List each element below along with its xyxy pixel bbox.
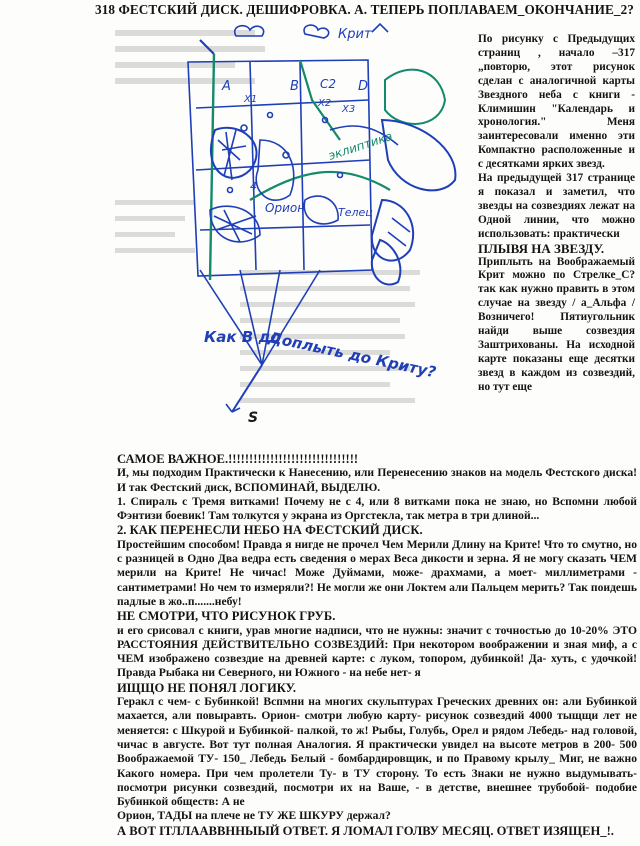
right-column-text xyxy=(478,33,635,395)
label-s: S xyxy=(248,410,259,426)
paragraph: 1. Спираль с Тремя витками! Почему не с 4, или 8 витками пока не знаю, но Вспомни любой Фэнтизи боевик! Там толкутся у экрана из Оргстекла, так метра в три длиной... xyxy=(117,494,637,523)
paragraph: и его срисовал с книги, урав многие надписи, что не нужны: значит с точностью до 10-20% ЭТО РАССТОЯНИЯ ДЕЙСТВИТЕЛЬНО СОЗВЕЗДИЙ: При некотором воображении и зная миф, а с ЧЕМ изображено созвездие на древней карте: с луком, топором, дубинкой! Да- хуть, с удочкой! Правда Рыбака ни Северного, ни Южного - на небе нет- я xyxy=(117,623,637,680)
label-krit: Крит xyxy=(338,27,372,42)
right-paragraph-4: Приплыть на Воображаемый Крит можно по Стрелке_С? так как нужно править в этом случае на звезду / а_Альфа / Возничего! Пятиугольник найди выше созвездия Заштрихованы. На исходной карте показаны еще десятки звезд в каждом из созвездий, но тут еще xyxy=(478,255,635,393)
right-paragraph-2: На предыдущей 317 странице я показал и заметил, что звезды на созвездиях лежат на Одной линии, что можно использовать: практически xyxy=(478,172,635,240)
label-telec: Телец xyxy=(338,206,373,219)
label-orion: Орион xyxy=(265,201,306,215)
label-d: D xyxy=(358,79,369,94)
paragraph: Простейшим способом! Правда я нигде не прочел Чем Мерили Длину на Крите! Что то смутно, но с разницей в Одно Два ведра есть сведения о мерах Веса дикости и зерна. Я не могу сказать ЧЕМ мерили на Крите! Не чичас! Може Дуймами, може- драхмами, а моет- миллиметрами - сантиметрами! Но чем то измеряли?! Не могли же они Локтем али Пальцем мерить? Так поидешь падлые в жо..п.......небу! xyxy=(117,537,637,608)
paragraph: Геракл с чем- с Бубинкой! Вспмни на многих скульптурах Греческих древних он: али Бубинкой махается, али повыравть. Орион- смотри любую карту- рисунок созвездий 4000 тыщщи лет не меняется: с Шкурой и Бубинкой- палкой, то ж! Рыбы, Голубь, Орел и рядом Лебедь- над головой, чичас в августе. Вот тут полная Аналогия. Я практически увидел на высоте метров в 200- 500 Воображаемой ТУ- 150_ Лебедь Белый - бомбардировщик, и по Правому крылу_ Миг, не важно Какого номера. При чем пролетели Ту- в ТУ сторону. То есть Знаки не нужно выдумывать- посмотри рисунки созвездий, посмотри их на Ваше, - в детстве, внешнее трубобой- подобие Бубинкой обществ: А не xyxy=(117,695,637,809)
label-x1: X1 xyxy=(244,94,258,105)
label-c2: С2 xyxy=(320,77,337,91)
main-text xyxy=(117,452,637,838)
right-paragraph-3: ПЛЫВЯ НА ЗВЕЗДУ. xyxy=(478,240,605,256)
label-x2: X2 xyxy=(318,98,332,109)
paragraph: Орион, ТАДЫ на плече не ТУ ЖЕ ШКУРУ держал? xyxy=(117,809,391,823)
right-paragraph-1: По рисунку с Предыдущих страниц , начало –317 „повторю, этот рисунок сделан с аналогичной карты Звездного неба с книги - Климишин "Календарь и хронология." Меня заинтересовали именно эти Компактно расположенные и с десятками ярких звезд. xyxy=(478,33,635,171)
heading-ne-smotri: НЕ СМОТРИ, ЧТО РИСУНОК ГРУБ. xyxy=(117,609,336,624)
heading-ne-ponyal: ИЩЩО НЕ ПОНЯЛ ЛОГИКУ. xyxy=(117,680,296,695)
star-map-sketch xyxy=(0,20,480,430)
label-num-4: 4 xyxy=(250,180,257,193)
label-doplyt: Доплыть до Криту? xyxy=(267,328,438,382)
label-ekliptika: эклиптика xyxy=(326,128,395,163)
label-b: В xyxy=(290,79,299,94)
paragraph: И, мы подходим Практически к Нанесению, или Перенесению знаков на модель Фестского диска! И так Фестский диск, ВСПОМИНАЙ, ВЫДЕЛЮ. xyxy=(117,466,637,494)
label-x3: X3 xyxy=(342,104,356,115)
heading-kak-perenesli: 2. КАК ПЕРЕНЕСЛИ НЕБО НА ФЕСТСКИЙ ДИСК. xyxy=(117,523,423,538)
label-a: А xyxy=(222,79,231,94)
heading-samoe-vazhnoe: САМОЕ ВАЖНОЕ.!!!!!!!!!!!!!!!!!!!!!!!!!!!!!!! xyxy=(117,452,359,466)
label-kak-do: Как В до xyxy=(204,328,281,346)
heading-glavnyi-otvet: А ВОТ ІТЛЛААВВННЫЫЙ ОТВЕТ. Я ЛОМАЛ ГОЛВУ МЕСЯЦ. ОТВЕТ ИЗЯЩЕН_!. xyxy=(117,823,614,838)
page-header: 318 ФЕСТСКИЙ ДИСК. ДЕШИФРОВКА. А. ТЕПЕРЬ ПОПЛАВАЕМ_ОКОНЧАНИЕ_2? xyxy=(95,2,634,17)
